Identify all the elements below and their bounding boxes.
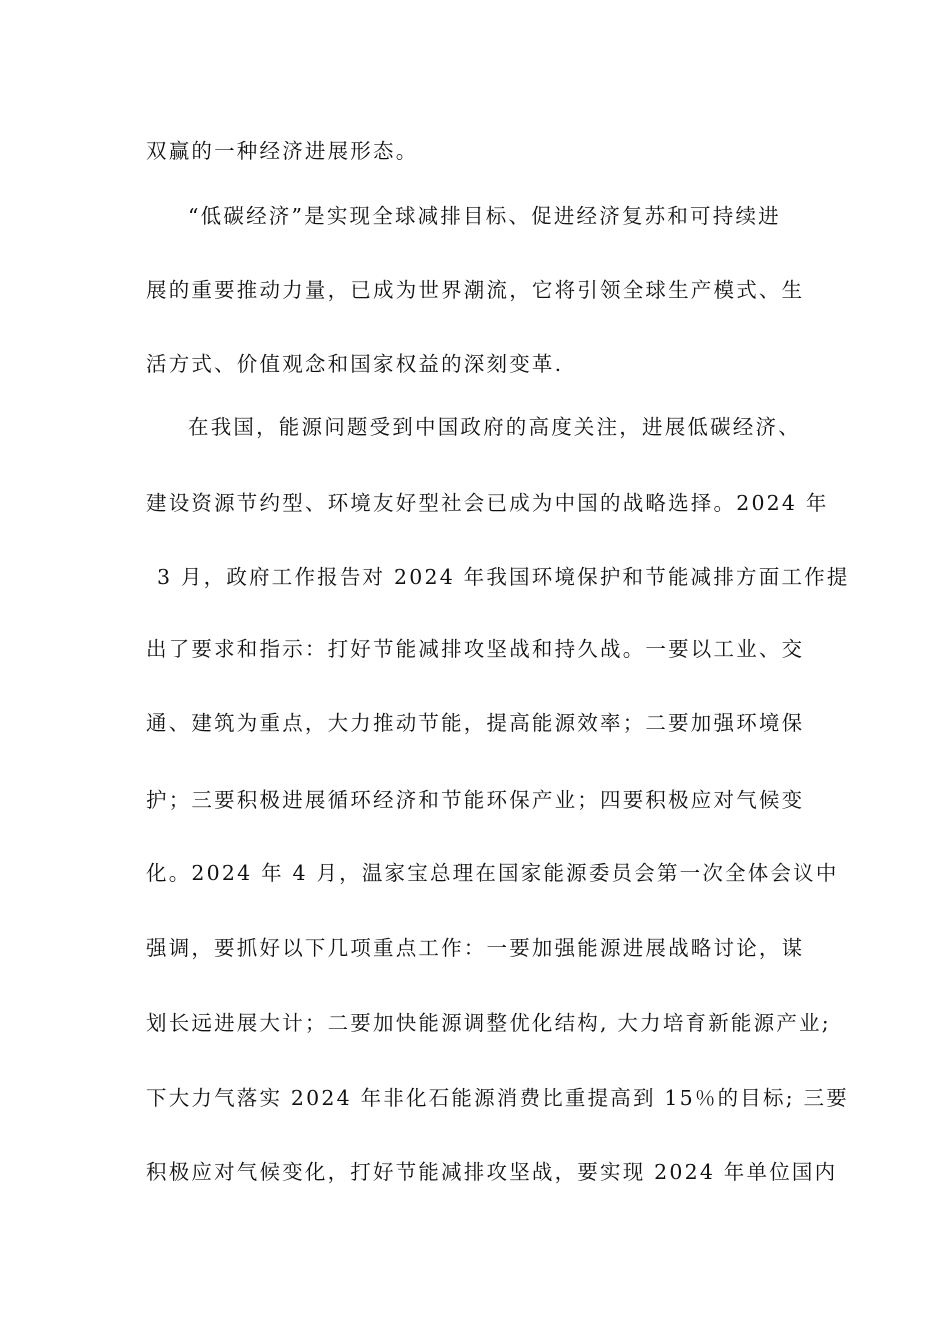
body-text-line: 下大力气落实 2024 年非化石能源消费比重提高到 15％的目标; 三要 bbox=[146, 1086, 849, 1110]
body-text-line: 积极应对气候变化，打好节能减排攻坚战，要实现 2024 年单位国内 bbox=[146, 1160, 838, 1184]
body-text-line: 化。2024 年 4 月，温家宝总理在国家能源委员会第一次全体会议中 bbox=[146, 861, 839, 885]
body-text-line: 划长远进展大计；二要加快能源调整优化结构, 大力培育新能源产业; bbox=[146, 1011, 831, 1035]
body-text-line: 建设资源节约型、环境友好型社会已成为中国的战略选择。2024 年 bbox=[146, 491, 829, 515]
body-text-line: “低碳经济”是实现全球减排目标、促进经济复苏和可持续进 bbox=[188, 204, 781, 228]
body-text-line: 双赢的一种经济进展形态。 bbox=[146, 139, 419, 163]
body-text-line: 3 月，政府工作报告对 2024 年我国环境保护和节能减排方面工作提 bbox=[157, 565, 850, 589]
body-text-line: 出了要求和指示：打好节能减排攻坚战和持久战。一要以工业、交 bbox=[146, 637, 805, 661]
body-text-line: 活方式、价值观念和国家权益的深刻变革. bbox=[146, 352, 564, 376]
body-text-line: 强调，要抓好以下几项重点工作：一要加强能源进展战略讨论，谋 bbox=[146, 936, 805, 960]
body-text-line: 通、建筑为重点，大力推动节能，提高能源效率；二要加强环境保 bbox=[146, 711, 805, 735]
body-text-line: 在我国，能源问题受到中国政府的高度关注，进展低碳经济、 bbox=[188, 415, 801, 439]
body-text-line: 展的重要推动力量，已成为世界潮流，它将引领全球生产模式、生 bbox=[146, 278, 805, 302]
body-text-line: 护；三要积极进展循环经济和节能环保产业；四要积极应对气候变 bbox=[146, 788, 805, 812]
